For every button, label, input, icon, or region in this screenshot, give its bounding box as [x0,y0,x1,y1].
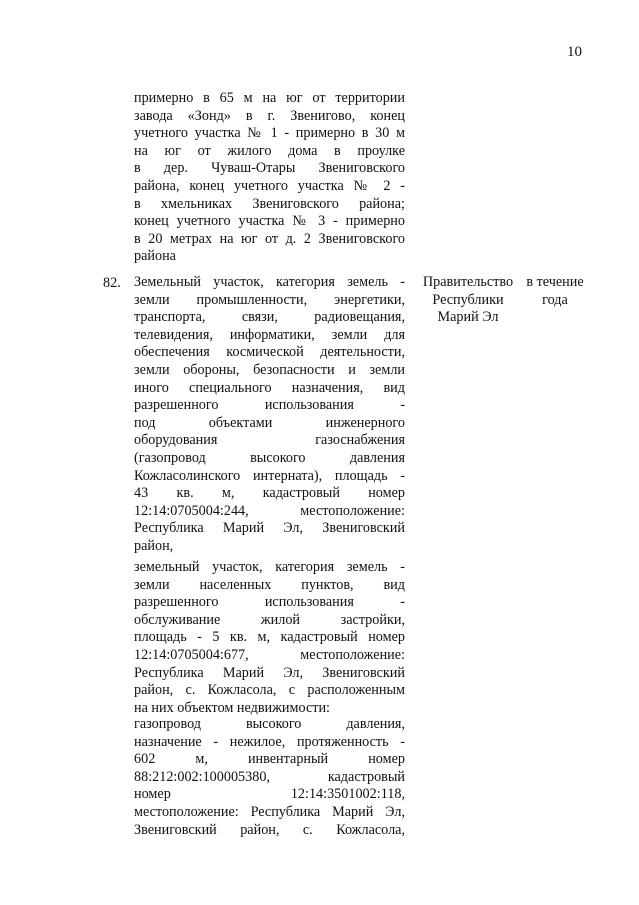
text-line: района, конец учетного участка № 2 - [134,177,405,194]
item-number: 82. [103,275,121,291]
text-line: обслуживание жилой застройки, [134,611,405,628]
term-line: в течение [526,274,584,290]
text-line: района [134,248,176,265]
text-line: завода «Зонд» в г. Звенигово, конец [134,107,405,124]
item-description-paragraph-3 [134,716,405,839]
text-line: под объектами инженерного [134,414,405,431]
page-number: 10 [567,44,582,60]
term-line: года [542,291,568,308]
text-line: транспорта, связи, радиовещания, [134,309,405,326]
text-line: 12:14:0705004:677, местоположение: [134,646,405,663]
text-line: Кожласолинского интерната), площадь - [134,467,405,484]
text-line: площадь - 5 кв. м, кадастровый номер [134,629,405,646]
text-line: 43 кв. м, кадастровый номер [134,485,405,502]
text-line: на них объектом недвижимости: [134,699,330,716]
text-line: газопровод высокого давления, [134,716,405,732]
text-line: местоположение: Республика Марий Эл, [134,803,405,820]
text-line: примерно в 65 м на юг от территории [134,90,405,106]
text-line: на юг от жилого дома в проулке [134,142,405,159]
text-line: оборудования газоснабжения [134,432,405,449]
text-line: 88:212:002:100005380, кадастровый [134,768,405,785]
item-description-paragraph-1 [134,274,405,556]
text-line: разрешенного использования - [134,397,405,414]
term [524,274,586,309]
text-line: 602 м, инвентарный номер [134,751,405,768]
text-line: Звениговский район, с. Кожласола, [134,821,405,838]
organization-line: Республики [432,291,504,308]
continuation-text [134,90,405,266]
text-line: район, [134,537,174,554]
item-description-paragraph-2 [134,559,405,717]
text-line: в хмельниках Звениговского района; [134,195,405,212]
text-line: Республика Марий Эл, Звениговский [134,664,405,681]
text-line: обеспечения космической деятельности, [134,344,405,361]
text-line: (газопровод высокого давления [134,449,405,466]
text-line: земли обороны, безопасности и земли [134,361,405,378]
responsible-organization [415,274,521,327]
text-line: Земельный участок, категория земель - [134,274,405,290]
organization-line: Марий Эл [437,309,499,326]
text-line: земли промышленности, энергетики, [134,291,405,308]
text-line: земельный участок, категория земель - [134,559,405,575]
text-line: номер 12:14:3501002:118, [134,786,405,803]
text-line: учетного участка № 1 - примерно в 30 м [134,125,405,142]
text-line: разрешенного использования - [134,594,405,611]
text-line: Республика Марий Эл, Звениговский [134,520,405,537]
text-line: в 20 метрах на юг от д. 2 Звениговского [134,230,405,247]
text-line: земли населенных пунктов, вид [134,576,405,593]
text-line: иного специального назначения, вид [134,379,405,396]
text-line: телевидения, информатики, земли для [134,326,405,343]
text-line: конец учетного участка № 3 - примерно [134,213,405,230]
text-line: в дер. Чуваш-Отары Звениговского [134,160,405,177]
organization-line: Правительство [422,274,514,290]
text-line: 12:14:0705004:244, местоположение: [134,502,405,519]
text-line: район, с. Кожласола, с расположенным [134,682,405,699]
text-line: назначение - нежилое, протяженность - [134,733,405,750]
